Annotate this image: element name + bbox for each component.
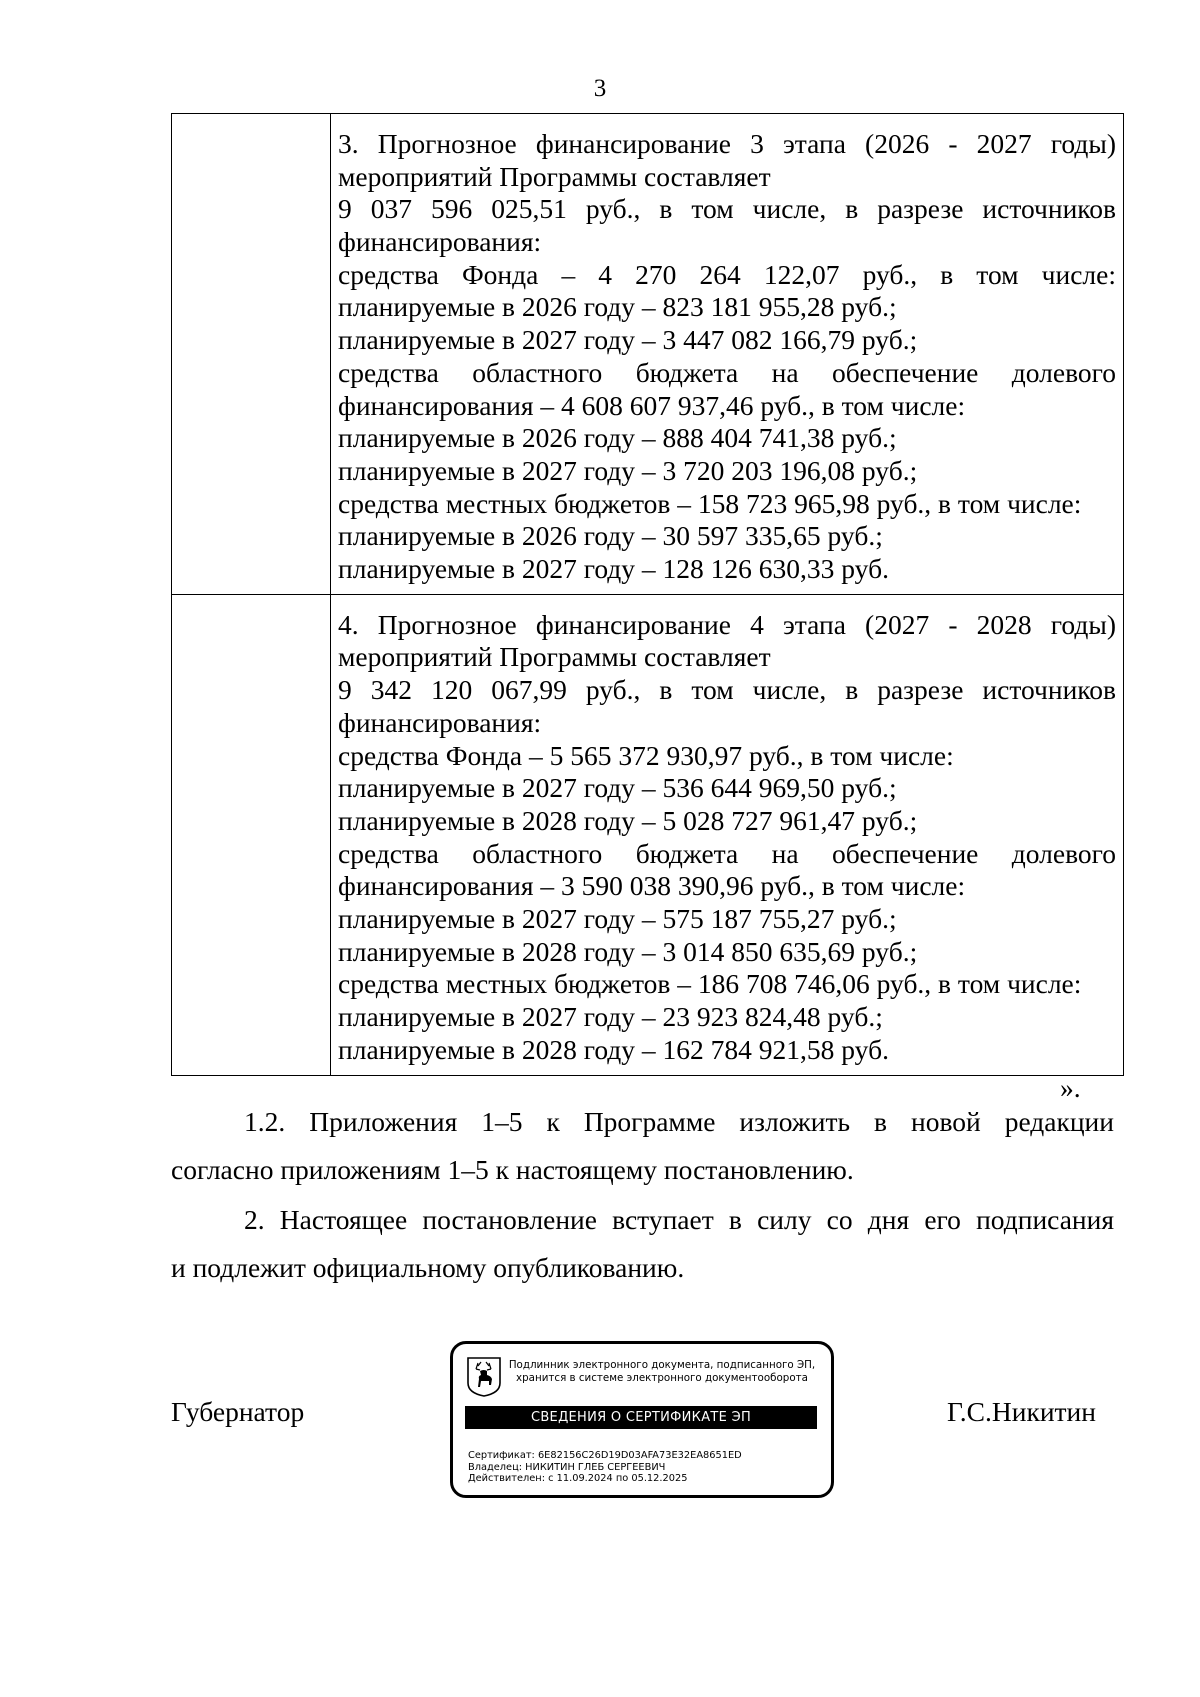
certificate-owner: Владелец: НИКИТИН ГЛЕБ СЕРГЕЕВИЧ — [468, 1461, 666, 1473]
table-cell-empty — [172, 594, 331, 1075]
text-line: финансирования – 3 590 038 390,96 руб., в том числе: — [338, 870, 966, 902]
text-line: планируемые в 2028 году – 5 028 727 961,47 руб.; — [338, 804, 918, 836]
text-line: планируемые в 2027 году – 23 923 824,48 руб.; — [338, 1001, 883, 1033]
text-line: средства областного бюджета на обеспечение долевого — [338, 356, 1116, 388]
electronic-signature-stamp — [450, 1341, 834, 1498]
stage-4-text — [338, 609, 1116, 1067]
text-line: финансирования – 4 608 607 937,46 руб., в том числе: — [338, 389, 966, 421]
page-number: 3 — [593, 75, 607, 102]
stamp-header-line: Подлинник электронного документа, подписанного ЭП, — [508, 1359, 816, 1371]
table-row-stage-4 — [172, 594, 1124, 1075]
stamp-header — [503, 1359, 821, 1385]
text-line: планируемые в 2027 году – 128 126 630,33 руб. — [338, 553, 889, 585]
text-line: планируемые в 2026 году – 823 181 955,28 руб.; — [338, 291, 897, 323]
signatory-position: Губернатор — [171, 1396, 305, 1427]
text-line: планируемые в 2026 году – 30 597 335,65 руб.; — [338, 520, 883, 552]
stamp-certificate-info — [468, 1450, 823, 1485]
text-line: планируемые в 2028 году – 162 784 921,58 руб. — [338, 1033, 889, 1065]
stamp-title-bar: СВЕДЕНИЯ О СЕРТИФИКАТЕ ЭП — [465, 1406, 817, 1429]
text-line: средства Фонда – 4 270 264 122,07 руб., в том числе: — [338, 258, 1116, 290]
paragraph-line: 2. Настоящее постановление вступает в силу со дня его подписания — [244, 1204, 1114, 1235]
text-line: планируемые в 2027 году – 3 720 203 196,08 руб.; — [338, 454, 918, 486]
text-line: средства местных бюджетов – 186 708 746,06 руб., в том числе: — [338, 968, 1082, 1000]
paragraph-line: 1.2. Приложения 1–5 к Программе изложить в новой редакции — [244, 1106, 1114, 1137]
signatory-name: Г.С.Никитин — [947, 1396, 1096, 1427]
text-line: средства местных бюджетов – 158 723 965,98 руб., в том числе: — [338, 487, 1082, 519]
text-line: 3. Прогнозное финансирование 3 этапа (2026 - 2027 годы) — [338, 128, 1116, 159]
text-line: финансирования: — [338, 226, 542, 258]
text-line: средства областного бюджета на обеспечение долевого — [338, 837, 1116, 869]
text-line: планируемые в 2028 году – 3 014 850 635,69 руб.; — [338, 935, 918, 967]
text-line: финансирования: — [338, 706, 542, 738]
paragraph-1-2 — [171, 1098, 1114, 1194]
certificate-validity: Действителен: с 11.09.2024 по 05.12.2025 — [468, 1473, 688, 1484]
paragraph-line: согласно приложениям 1–5 к настоящему постановлению. — [171, 1154, 854, 1185]
paragraph-line: и подлежит официальному опубликованию. — [171, 1252, 685, 1283]
stage-3-text — [338, 128, 1116, 586]
certificate-number: Сертификат: 6E82156C26D19D03AFA73E32EA8651ED — [468, 1450, 742, 1461]
table-cell-empty — [172, 114, 331, 595]
table-cell-stage-3 — [331, 114, 1124, 595]
text-line: средства Фонда – 5 565 372 930,97 руб., в том числе: — [338, 739, 954, 771]
financing-table — [171, 113, 1124, 1076]
text-line: 9 342 120 067,99 руб., в том числе, в разрезе источников — [338, 674, 1116, 706]
text-line: планируемые в 2027 году – 536 644 969,50 руб.; — [338, 772, 897, 804]
coat-of-arms-deer-icon — [467, 1357, 501, 1397]
text-line: 4. Прогнозное финансирование 4 этапа (2027 - 2028 годы) — [338, 608, 1116, 640]
text-line: планируемые в 2027 году – 575 187 755,27 руб.; — [338, 903, 897, 935]
stamp-header-line: хранится в системе электронного документооборота — [516, 1372, 808, 1384]
text-line: мероприятий Программы составляет — [338, 641, 771, 673]
paragraph-2 — [171, 1196, 1114, 1292]
text-line: планируемые в 2027 году – 3 447 082 166,79 руб.; — [338, 324, 918, 356]
text-line: 9 037 596 025,51 руб., в том числе, в разрезе источников — [338, 193, 1116, 225]
table-row-stage-3 — [172, 114, 1124, 595]
text-line: планируемые в 2026 году – 888 404 741,38 руб.; — [338, 422, 897, 454]
table-cell-stage-4 — [331, 594, 1124, 1075]
text-line: мероприятий Программы составляет — [338, 160, 771, 192]
closing-quote: ». — [1060, 1072, 1081, 1103]
